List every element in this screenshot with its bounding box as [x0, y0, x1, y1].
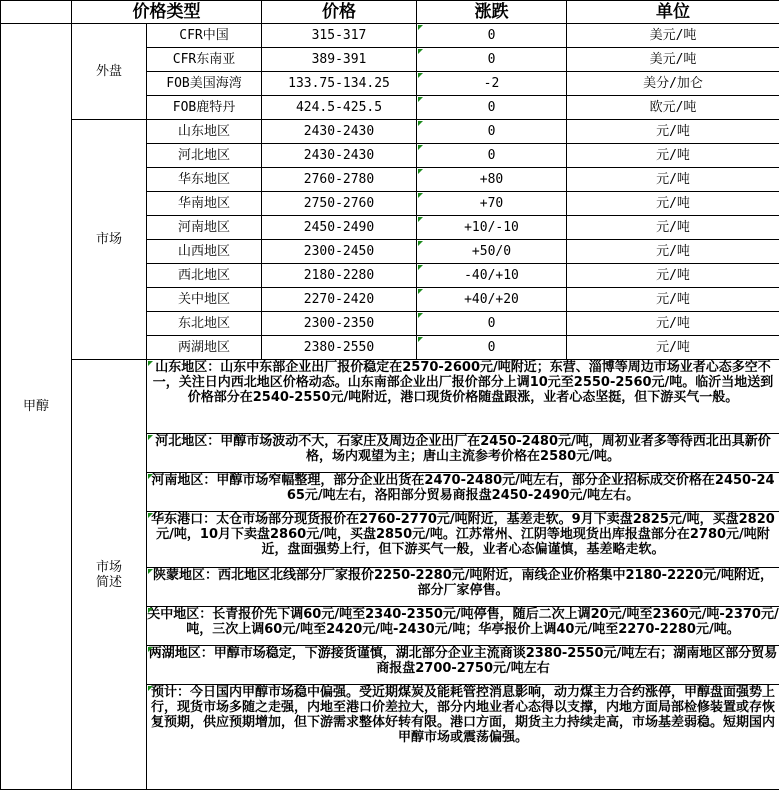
group-outer: 外盘 — [72, 24, 147, 120]
header-row — [1, 1, 779, 24]
row-unit: 元/吨 — [567, 336, 779, 360]
row-price: 2270-2420 — [262, 288, 417, 312]
row-name: CFR中国 — [147, 24, 262, 48]
brief-shaanmeng: 陕蒙地区：西北地区北线部分厂家报价2250-2280元/吨附近，南线企业价格集中2180-2220元/吨附近，部分厂家停售。 — [147, 568, 779, 607]
group-brief-line2: 简述 — [72, 575, 146, 590]
row-unit: 元/吨 — [567, 120, 779, 144]
brief-lianghu: 两湖地区：甲醇市场稳定，下游接货谨慎，湖北部分企业主流商谈2380-2550元/吨左右；湖南地区部分贸易商报盘2700-2750元/吨左右 — [147, 646, 779, 685]
row-change: +70 — [417, 192, 567, 216]
table-row — [1, 24, 779, 48]
group-brief — [72, 360, 147, 790]
row-name: 西北地区 — [147, 264, 262, 288]
header-price: 价格 — [262, 1, 417, 24]
row-price: 2450-2490 — [262, 216, 417, 240]
row-change: +40/+20 — [417, 288, 567, 312]
row-price: 2300-2450 — [262, 240, 417, 264]
group-brief-line1: 市场 — [72, 560, 146, 575]
row-price: 389-391 — [262, 48, 417, 72]
row-change: +50/0 — [417, 240, 567, 264]
row-unit: 元/吨 — [567, 240, 779, 264]
row-unit: 元/吨 — [567, 216, 779, 240]
row-unit: 元/吨 — [567, 192, 779, 216]
brief-shandong: 山东地区：山东中东部企业出厂报价稳定在2570-2600元/吨附近；东营、淄博等周边市场业者心态多空不一，关注日内西北地区价格动态。山东南部企业出厂报价部分上调10元至2550-2560元/吨。临沂当地送到价格部分在2540-2550元/吨附近，港口现货价格随盘跟涨，业者心态坚挺，但下游买气一般。 — [147, 360, 779, 434]
row-change: 0 — [417, 96, 567, 120]
header-change: 涨跌 — [417, 1, 567, 24]
row-unit: 元/吨 — [567, 312, 779, 336]
brief-forecast: 预计：今日国内甲醇市场稳中偏强。受近期煤炭及能耗管控消息影响，动力煤主力合约涨停，甲醇盘面强势上行，现货市场多随之走强，内地至港口价差拉大，部分内地业者心态得以支撑，内地方面局部检修装置或存恢复预期，供应预期增加，但下游需求整体好转有限。港口方面，期货主力持续走高，市场基差弱稳。短期国内甲醇市场或震荡偏强。 — [147, 685, 779, 790]
row-unit: 元/吨 — [567, 144, 779, 168]
row-change: +80 — [417, 168, 567, 192]
row-change: +10/-10 — [417, 216, 567, 240]
brief-east-port: 华东港口：太仓市场部分现货报价在2760-2770元/吨附近，基差走软。9月下卖盘2825元/吨，买盘2820元/吨，10月下卖盘2860元/吨，买盘2850元/吨。江苏常州、江阴等地现货出库报盘部分在2780元/吨附近，盘面强势上行，但下游买气一般，业者心态偏谨慎，基差略走软。 — [147, 512, 779, 568]
row-unit: 美分/加仑 — [567, 72, 779, 96]
row-name: CFR东南亚 — [147, 48, 262, 72]
row-name: FOB美国海湾 — [147, 72, 262, 96]
row-name: 华东地区 — [147, 168, 262, 192]
row-price: 2180-2280 — [262, 264, 417, 288]
brief-henan: 河南地区：甲醇市场窄幅整理，部分企业出货在2470-2480元/吨左右，部分企业招标成交价格在2450-2465元/吨左右，洛阳部分贸易商报盘2450-2490元/吨左右。 — [147, 473, 779, 512]
row-unit: 欧元/吨 — [567, 96, 779, 120]
row-unit: 美元/吨 — [567, 48, 779, 72]
group-market: 市场 — [72, 120, 147, 360]
row-change: -2 — [417, 72, 567, 96]
brief-row — [1, 360, 779, 434]
row-price: 2750-2760 — [262, 192, 417, 216]
row-unit: 美元/吨 — [567, 24, 779, 48]
row-price: 2760-2780 — [262, 168, 417, 192]
row-price: 2300-2350 — [262, 312, 417, 336]
row-name: FOB鹿特丹 — [147, 96, 262, 120]
row-change: 0 — [417, 312, 567, 336]
row-unit: 元/吨 — [567, 168, 779, 192]
row-change: -40/+10 — [417, 264, 567, 288]
row-change: 0 — [417, 120, 567, 144]
product-cell: 甲醇 — [1, 24, 72, 790]
brief-guanzhong: 关中地区：长青报价先下调60元/吨至2340-2350元/吨停售，随后二次上调20元/吨至2360元/吨-2370元/吨，三次上调60元/吨至2420元/吨-2430元/吨；华亭报价上调40元/吨至2270-2280元/吨。 — [147, 607, 779, 646]
row-name: 河北地区 — [147, 144, 262, 168]
header-blank — [1, 1, 72, 24]
row-price: 315-317 — [262, 24, 417, 48]
table-row — [1, 120, 779, 144]
row-name: 两湖地区 — [147, 336, 262, 360]
row-change: 0 — [417, 24, 567, 48]
row-name: 东北地区 — [147, 312, 262, 336]
row-price: 2430-2430 — [262, 120, 417, 144]
row-price: 424.5-425.5 — [262, 96, 417, 120]
row-name: 山西地区 — [147, 240, 262, 264]
row-unit: 元/吨 — [567, 288, 779, 312]
header-unit: 单位 — [567, 1, 779, 24]
header-price-type: 价格类型 — [72, 1, 262, 24]
row-change: 0 — [417, 144, 567, 168]
row-name: 山东地区 — [147, 120, 262, 144]
row-unit: 元/吨 — [567, 264, 779, 288]
row-price: 2380-2550 — [262, 336, 417, 360]
row-price: 2430-2430 — [262, 144, 417, 168]
row-name: 关中地区 — [147, 288, 262, 312]
row-name: 河南地区 — [147, 216, 262, 240]
row-name: 华南地区 — [147, 192, 262, 216]
row-change: 0 — [417, 48, 567, 72]
row-price: 133.75-134.25 — [262, 72, 417, 96]
row-change: 0 — [417, 336, 567, 360]
brief-hebei: 河北地区：甲醇市场波动不大，石家庄及周边企业出厂在2450-2480元/吨，周初业者多等待西北出具新价格，场内观望为主；唐山主流参考价格在2580元/吨。 — [147, 434, 779, 473]
